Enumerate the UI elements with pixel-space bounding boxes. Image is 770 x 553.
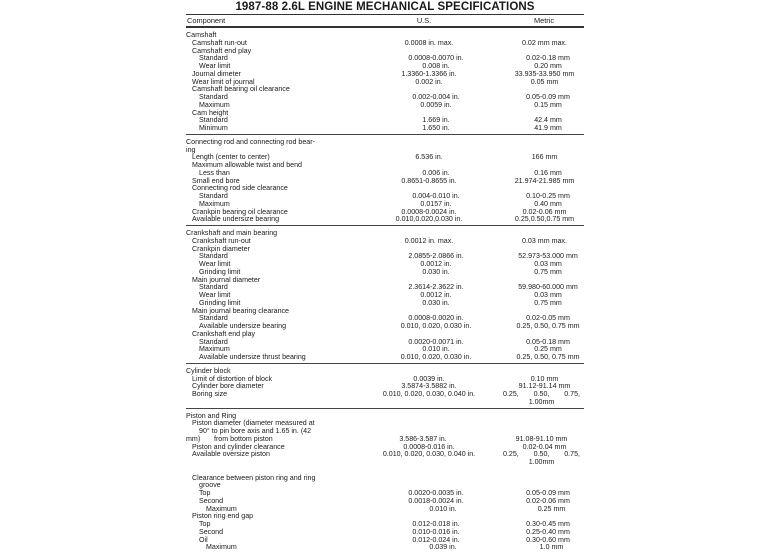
metric-value-cell: 0.30-0.45 mm — [506, 521, 584, 529]
component-cell: Wear limit of journal — [186, 79, 352, 87]
table-row — [186, 331, 584, 339]
metric-value-cell: 91.08-91.10 mm — [493, 436, 584, 444]
component-cell: Cam height — [186, 110, 352, 118]
us-value-cell — [346, 467, 493, 475]
us-value-cell: 2.3614-2.3622 in. — [359, 284, 506, 292]
component-cell: Standard — [186, 117, 359, 125]
component-cell — [186, 399, 346, 407]
us-value-cell — [352, 475, 499, 483]
component-cell: Available undersize thrust bearing — [186, 354, 359, 362]
us-value-cell — [346, 399, 493, 407]
component-cell: Standard — [186, 315, 359, 323]
component-cell: mm) from bottom piston — [186, 436, 346, 444]
metric-value-cell: 0.40 mm — [506, 201, 584, 209]
us-value-cell — [352, 420, 499, 428]
table-row — [186, 399, 584, 407]
table-row — [186, 216, 584, 224]
table-row — [186, 513, 584, 521]
us-value-cell: 0.010 in. — [359, 346, 506, 354]
component-cell: Camshaft bearing oil clearance — [186, 86, 352, 94]
us-value-cell: 0.0008 in. max. — [352, 40, 499, 48]
table-row — [186, 86, 584, 94]
metric-value-cell: 0.25,0.50,0.75 mm — [499, 216, 584, 224]
component-cell: Camshaft end play — [186, 48, 352, 56]
metric-value-cell: 0.75 mm — [506, 300, 584, 308]
us-value-cell: 1.650 in. — [359, 125, 506, 133]
metric-value-cell: 0.25, 0.50, 0.75 mm — [506, 354, 584, 362]
us-value-cell: 0.030 in. — [359, 300, 506, 308]
component-cell: Standard — [186, 193, 359, 201]
table-section — [186, 226, 584, 364]
metric-value-cell: 0.16 mm — [506, 170, 584, 178]
table-section — [186, 364, 584, 409]
component-cell: Crankpin bearing oil clearance — [186, 209, 352, 217]
component-cell: Crankshaft run-out — [186, 238, 352, 246]
table-section — [186, 135, 584, 226]
table-body — [186, 28, 584, 553]
table-row — [186, 544, 584, 552]
metric-value-cell: 0.25 mm — [506, 346, 584, 354]
us-value-cell: 0.8651-0.8655 in. — [352, 178, 499, 186]
table-section — [186, 409, 584, 553]
table-row — [186, 459, 584, 467]
us-value-cell: 0.002-0.004 in. — [359, 94, 506, 102]
component-cell: Standard — [186, 339, 359, 347]
us-value-cell: 0.010-0.016 in. — [359, 529, 506, 537]
metric-value-cell: 0.02-0.05 mm — [506, 315, 584, 323]
table-row — [186, 339, 584, 347]
us-value-cell — [346, 459, 493, 467]
us-value-cell: 0.0008-0.0024 in. — [352, 209, 499, 217]
component-cell: Maximum — [186, 506, 366, 514]
us-value-cell: 0.0018-0.0024 in. — [359, 498, 506, 506]
component-cell: Piston ring end gap — [186, 513, 352, 521]
table-row — [186, 117, 584, 125]
metric-value-cell: 0.25, 0.50, 0.75, — [503, 391, 580, 399]
table-row — [186, 139, 584, 147]
component-cell: Top — [186, 490, 359, 498]
us-value-cell: 0.006 in. — [359, 170, 506, 178]
table-row — [186, 529, 584, 537]
component-cell: Crankshaft and main bearing — [186, 230, 346, 238]
us-value-cell: 0.010, 0.020, 0.030 in. — [359, 323, 506, 331]
us-value-cell: 0.0039 in. — [352, 376, 499, 384]
table-row — [186, 253, 584, 261]
table-row — [186, 125, 584, 133]
metric-value-cell — [499, 475, 584, 483]
metric-value-cell: 0.02-0.06 mm — [506, 498, 584, 506]
us-value-cell: 1.3360-1.3366 in. — [352, 71, 499, 79]
component-cell: Camshaft — [186, 32, 346, 40]
metric-value-cell: 52.973-53.000 mm — [506, 253, 584, 261]
component-cell: Wear limit — [186, 261, 359, 269]
metric-value-cell: 166 mm — [499, 154, 584, 162]
component-cell: Standard — [186, 253, 359, 261]
component-cell: Main journal diameter — [186, 277, 352, 285]
metric-value-cell: 0.05-0.09 mm — [506, 94, 584, 102]
us-value-cell: 0.010, 0.020, 0.030, 0.040 in. — [352, 391, 499, 399]
metric-value-cell: 1.00mm — [493, 459, 584, 467]
component-cell: Piston diameter (diameter measured at — [186, 420, 352, 428]
us-value-cell: 0.030 in. — [359, 269, 506, 277]
us-value-cell: 0.010,0.020,0.030 in. — [352, 216, 499, 224]
table-row — [186, 391, 584, 399]
component-cell: Minimum — [186, 125, 359, 133]
component-cell: Crankshaft end play — [186, 331, 352, 339]
component-cell: Oil — [186, 537, 359, 545]
component-cell: Crankpin diameter — [186, 246, 352, 254]
table-row — [186, 284, 584, 292]
metric-value-cell: 33.935-33.950 mm — [499, 71, 584, 79]
metric-value-cell: 0.02-0.18 mm — [506, 55, 584, 63]
metric-value-cell: 1.0 mm — [513, 544, 584, 552]
table-row — [186, 102, 584, 110]
metric-value-cell — [493, 139, 584, 147]
metric-value-cell: 0.75 mm — [506, 269, 584, 277]
us-value-cell: 0.0008-0.0020 in. — [359, 315, 506, 323]
table-row — [186, 48, 584, 56]
component-cell: Standard — [186, 284, 359, 292]
table-row — [186, 537, 584, 545]
component-cell: Maximum — [186, 544, 366, 552]
component-cell: Main journal bearing clearance — [186, 308, 352, 316]
us-value-cell — [346, 413, 493, 421]
component-cell: Connecting rod and connecting rod bear- — [186, 139, 346, 147]
component-cell: Connecting rod side clearance — [186, 185, 352, 193]
table-row — [186, 55, 584, 63]
table-row — [186, 308, 584, 316]
component-cell: Grinding limit — [186, 269, 359, 277]
metric-value-cell: 0.05-0.09 mm — [506, 490, 584, 498]
column-header-us: U.S. — [342, 15, 494, 26]
us-value-cell: 0.0012 in. max. — [352, 238, 499, 246]
metric-value-cell — [493, 467, 584, 475]
table-row — [186, 482, 584, 490]
component-cell: Standard — [186, 94, 359, 102]
us-value-cell: 2.0855-2.0866 in. — [359, 253, 506, 261]
table-row — [186, 193, 584, 201]
table-row — [186, 185, 584, 193]
column-header-metric: Metric — [494, 15, 584, 26]
component-cell: 90° to pin bore axis and 1.65 in. (42 — [186, 428, 359, 436]
column-header-component: Component — [186, 15, 342, 26]
us-value-cell: 0.0008-0.016 in. — [352, 444, 499, 452]
metric-value-cell: 0.05-0.18 mm — [506, 339, 584, 347]
component-cell: Maximum — [186, 201, 359, 209]
us-value-cell: 0.0020-0.0035 in. — [359, 490, 506, 498]
component-cell: Second — [186, 529, 359, 537]
us-value-cell — [346, 139, 493, 147]
metric-value-cell: 0.02 mm max. — [499, 40, 584, 48]
table-row — [186, 292, 584, 300]
table-row — [186, 162, 584, 170]
us-value-cell: 3.5874-3.5882 in. — [352, 383, 499, 391]
component-cell: ing — [186, 147, 346, 155]
component-cell: Camshaft run-out — [186, 40, 352, 48]
us-value-cell: 0.012-0.024 in. — [359, 537, 506, 545]
us-value-cell: 0.0012 in. — [359, 292, 506, 300]
component-cell: groove — [186, 482, 359, 490]
metric-value-cell: 41.9 mm — [506, 125, 584, 133]
component-cell: Wear limit — [186, 63, 359, 71]
us-value-cell: 0.010, 0.020, 0.030, 0.040 in. — [352, 451, 499, 459]
component-cell: Piston and Ring — [186, 413, 346, 421]
component-cell: Piston and cylinder clearance — [186, 444, 352, 452]
table-row — [186, 475, 584, 483]
us-value-cell: 0.0008-0.0070 in. — [359, 55, 506, 63]
table-row — [186, 261, 584, 269]
component-cell: Available undersize bearing — [186, 216, 352, 224]
us-value-cell: 3.586-3.587 in. — [346, 436, 493, 444]
component-cell: Top — [186, 521, 359, 529]
component-cell: Maximum allowable twist and bend — [186, 162, 352, 170]
metric-value-cell: 42.4 mm — [506, 117, 584, 125]
component-cell: Standard — [186, 55, 359, 63]
component-cell: Less than — [186, 170, 359, 178]
us-value-cell: 0.010, 0.020, 0.030 in. — [359, 354, 506, 362]
component-cell: Cylinder block — [186, 368, 346, 376]
metric-value-cell: 0.30-0.60 mm — [506, 537, 584, 545]
component-cell: Length (center to center) — [186, 154, 352, 162]
component-cell: Second — [186, 498, 359, 506]
us-value-cell: 0.039 in. — [366, 544, 513, 552]
metric-value-cell — [493, 413, 584, 421]
table-row — [186, 354, 584, 362]
metric-value-cell: 0.02-0.04 mm — [499, 444, 584, 452]
metric-value-cell: 0.10-0.25 mm — [506, 193, 584, 201]
us-value-cell: 0.012-0.018 in. — [359, 521, 506, 529]
us-value-cell: 0.0059 in. — [359, 102, 506, 110]
metric-value-cell: 0.05 mm — [499, 79, 584, 87]
metric-value-cell: 0.02-0.06 mm — [499, 209, 584, 217]
table-section — [186, 28, 584, 135]
metric-value-cell: 0.20 mm — [506, 63, 584, 71]
component-cell: Maximum — [186, 346, 359, 354]
page-title: 1987-88 2.6L ENGINE MECHANICAL SPECIFICATIONS — [0, 1, 770, 13]
us-value-cell: 0.0012 in. — [359, 261, 506, 269]
table-row — [186, 498, 584, 506]
metric-value-cell: 0.03 mm max. — [499, 238, 584, 246]
component-cell: Cylinder bore diameter — [186, 383, 352, 391]
metric-value-cell: 0.25-0.40 mm — [506, 529, 584, 537]
table-header — [186, 14, 584, 28]
component-cell: Limit of distortion of block — [186, 376, 352, 384]
metric-value-cell: 59.980-60.000 mm — [506, 284, 584, 292]
specifications-table — [186, 14, 584, 553]
component-cell — [186, 459, 346, 467]
table-row — [186, 521, 584, 529]
metric-value-cell: 0.25, 0.50, 0.75, — [503, 451, 580, 459]
us-value-cell: 0.002 in. — [352, 79, 499, 87]
us-value-cell: 0.0020-0.0071 in. — [359, 339, 506, 347]
component-cell: Journal dimeter — [186, 71, 352, 79]
metric-value-cell: 21.974-21.985 mm — [499, 178, 584, 186]
metric-value-cell: 0.03 mm — [506, 292, 584, 300]
table-row — [186, 94, 584, 102]
us-value-cell: 0.010 in. — [366, 506, 513, 514]
component-cell: Clearance between piston ring and ring — [186, 475, 352, 483]
metric-value-cell: 91.12-91.14 mm — [499, 383, 584, 391]
metric-value-cell: 0.25, 0.50, 0.75 mm — [506, 323, 584, 331]
us-value-cell: 0.008 in. — [359, 63, 506, 71]
component-cell: Small end bore — [186, 178, 352, 186]
metric-value-cell: 0.10 mm — [499, 376, 584, 384]
component-cell: Wear limit — [186, 292, 359, 300]
component-cell: Boring size — [186, 391, 352, 399]
metric-value-cell: 0.25 mm — [513, 506, 584, 514]
us-value-cell: 6.536 in. — [352, 154, 499, 162]
us-value-cell: 0.004-0.010 in. — [359, 193, 506, 201]
table-row — [186, 110, 584, 118]
component-cell: Maximum — [186, 102, 359, 110]
component-cell: Grinding limit — [186, 300, 359, 308]
component-cell: Available oversize piston — [186, 451, 352, 459]
table-row — [186, 451, 584, 459]
component-cell: Available undersize bearing — [186, 323, 359, 331]
metric-value-cell: 0.15 mm — [506, 102, 584, 110]
table-row — [186, 490, 584, 498]
metric-value-cell: 1.00mm — [493, 399, 584, 407]
metric-value-cell — [499, 420, 584, 428]
us-value-cell: 1.669 in. — [359, 117, 506, 125]
us-value-cell: 0.0157 in. — [359, 201, 506, 209]
metric-value-cell: 0.03 mm — [506, 261, 584, 269]
